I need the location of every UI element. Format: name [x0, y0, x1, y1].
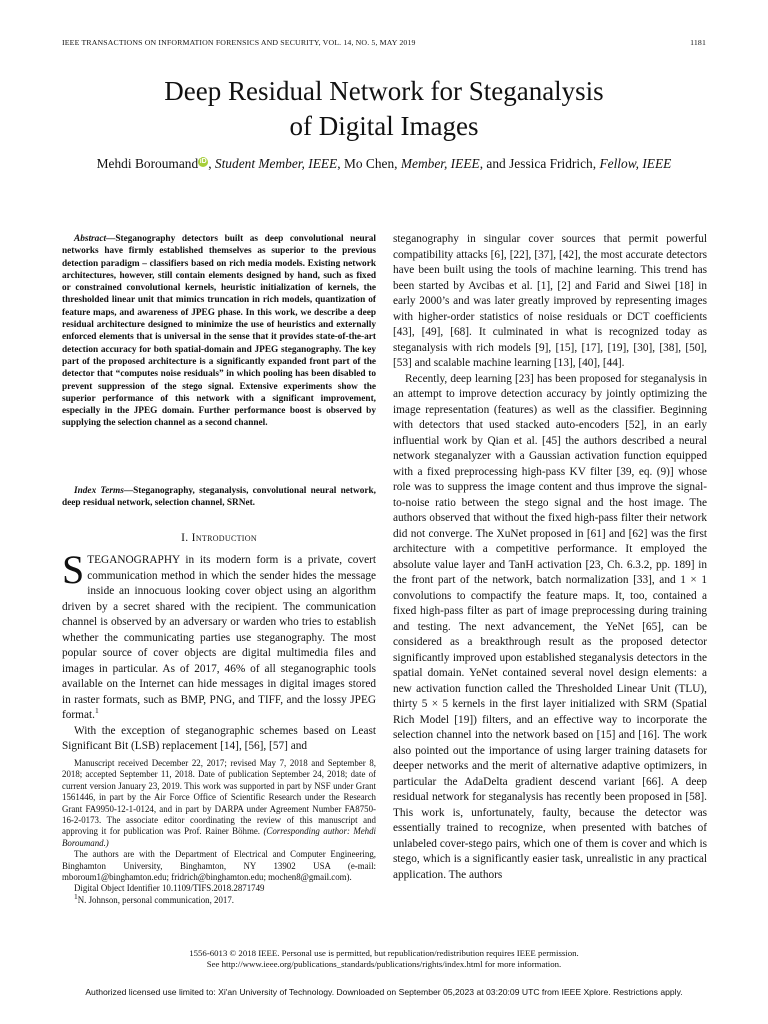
author-role: Fellow, IEEE: [599, 156, 672, 171]
page-number: 1181: [690, 38, 706, 47]
copyright-notice: [62, 948, 706, 970]
author-role: Student Member, IEEE: [214, 156, 338, 171]
introduction-text: [62, 547, 376, 755]
author-role: Member, IEEE: [400, 156, 480, 171]
footnote-1: [62, 891, 376, 906]
index-terms-text: Steganography, steganalysis, convolutional neural network, deep residual network, selection channel, SRNet.: [62, 486, 376, 509]
paper-title: [60, 74, 708, 144]
section-number: I.: [181, 531, 192, 544]
manuscript-note: [62, 758, 376, 849]
running-header: [62, 38, 706, 50]
intro-paragraph-1: [62, 547, 376, 724]
title-line-1: Deep Residual Network for Steganalysis: [164, 76, 604, 106]
doi[interactable]: Digital Object Identifier 10.1109/TIFS.2018.2871749: [74, 883, 265, 894]
right-column-text: [393, 232, 707, 940]
author-name: Mo Chen: [343, 156, 395, 171]
index-terms: Index Terms—Steganography, steganalysis, convolutional neural network, deep residual network, selection channel, SRNet.: [62, 486, 376, 509]
index-terms-label: Index Terms: [74, 486, 124, 496]
license-notice: Authorized licensed use limited to: Xi'an University of Technology. Downloaded on September 05,2023 at 03:20:09 UTC from IEEE Xplore. Restrictions apply.: [85, 987, 683, 997]
author-separator: ,: [208, 156, 215, 171]
footnote-mark[interactable]: 1: [94, 706, 99, 716]
right-paragraph-1: steganography in singular cover sources that permit powerful compatibility attacks [6], [22], [37], [42], the most accurate detectors have been built using the tools of machine learning. This trend has been started by Avcibas et al. [1], [2] and Farid and Siwei [18] in early 2000’s and was later greatly improved by representing images with higher-order statistics of noise residuals or DCT coefficients [43], [49], [68]. It culminated in what is recognized today as steganalysis with rich models [9], [15], [17], [19], [30], [38], [50], [53] and scalable machine learning [13], [40], [44].: [393, 233, 707, 369]
section-heading: [62, 531, 376, 544]
author-list: [40, 156, 728, 172]
paragraph-text: TEGANOGRAPHY in its modern form is a private, covert communication method in which the sender hides the message inside an innocuous looking cover object using an algorithm driven by a secret shared with the recipient. The communication channel is observed by an adversary or warden who tries to establish whether the communicating parties use steganography. The most popular source of cover objects are digital multimedia files and images in particular. As of 2017, 46% of all steganographic tools available on the Internet can hide messages in digital images stored in raster formats, such as BMP, PNG, and TIFF, and the lossy JPEG format.: [62, 554, 376, 721]
abstract-text: Steganography detectors built as deep convolutional neural networks have firmly established themselves as superior to the previous detection paradigm – classifiers based on rich media models. Existing network architectures, however, still contain elements designed by hand, such as fixed or constrained convolutional kernels, heuristic initialization of kernels, the thresholded linear unit that mimics truncation in rich models, quantization of feature maps, and awareness of JPEG phase. In this work, we describe a deep residual architecture designed to minimize the use of heuristics and externally enforced elements that is universal in the sense that it provides state-of-the-art detection accuracy for both spatial-domain and JPEG steganography. The key part of the proposed architecture is a significantly expanded front part of the detector that “computes noise residuals” in which pooling has been disabled to prevent suppression of the stego signal. Extensive experiments show the superior performance of this network with a significant improvement, especially in the JPEG domain. Further performance boost is observed by supplying the selection channel as a second channel.: [62, 234, 376, 429]
section-title: Introduction: [191, 531, 257, 544]
abstract: Abstract—Steganography detectors built as deep convolutional neural networks have firmly established themselves as superior to the previous detection paradigm – classifiers based on rich media models. Existing network architectures, however, still contain elements designed by hand, such as fixed or constrained convolutional kernels, heuristic initialization of kernels, the thresholded linear unit that mimics truncation in rich models, quantization of feature maps, and awareness of JPEG phase. In this work, we describe a deep residual architecture designed to minimize the use of heuristics and externally enforced elements that is universal in the sense that it provides state-of-the-art detection accuracy for both spatial-domain and JPEG steganography. The key part of the proposed architecture is a significantly expanded front part of the detector that “computes noise residuals” in which pooling has been disabled to prevent suppression of the stego signal. Extensive experiments show the superior performance of this network with a significant improvement, especially in the JPEG domain. Further performance boost is observed by supplying the selection channel as a second channel.: [62, 234, 376, 429]
title-line-2: of Digital Images: [289, 111, 479, 141]
affiliation-note: The authors are with the Department of Electrical and Computer Engineering, Binghamton University, Binghamton, NY 13902 USA (e-mail: mboroum1@binghamton.edu; fridrich@binghamton.edu; mochen8@gmail.com).: [62, 849, 376, 883]
author-separator: ,: [394, 156, 401, 171]
orcid-icon[interactable]: iD: [199, 157, 207, 165]
author-name: Jessica Fridrich: [509, 156, 593, 171]
journal-header: IEEE TRANSACTIONS ON INFORMATION FORENSICS AND SECURITY, VOL. 14, NO. 5, MAY 2019: [62, 38, 416, 47]
drop-cap: S: [62, 547, 85, 592]
manuscript-text: Manuscript received December 22, 2017; revised May 7, 2018 and September 8, 2018; accepted September 11, 2018. Date of publication September 24, 2018; date of current version January 23, 2019. This work was supported in part by NSF under Grant 1561446, in part by the Air Force Office of Scientific Research under the Research Grant FA9950-12-1-0124, and in part by DARPA under Agreement Number FA8750-16-2-0173. The associate editor coordinating the review of this manuscript and approving it for publication was Prof. Rainer Böhme.: [62, 758, 376, 837]
author-name: Mehdi Boroumand: [96, 156, 199, 171]
copyright-line-1: 1556-6013 © 2018 IEEE. Personal use is permitted, but republication/redistribution requires IEEE permission.: [189, 948, 579, 958]
corresponding-author: (Corresponding author: Mehdi Boroumand.): [62, 826, 377, 848]
footnote-number: 1: [74, 891, 78, 901]
intro-paragraph-2: With the exception of steganographic schemes based on Least Significant Bit (LSB) replacement [14], [56], [57] and: [62, 724, 376, 752]
author-separator: , and: [479, 156, 510, 171]
author-separator: ,: [592, 156, 600, 171]
author-separator: ,: [337, 156, 344, 171]
footnote-text: N. Johnson, personal communication, 2017.: [77, 894, 235, 905]
footnotes: [62, 758, 376, 906]
right-paragraph-2: Recently, deep learning [23] has been proposed for steganalysis in an attempt to improve detection accuracy by jointly optimizing the image representation (features) as well as the classifier. Beginning with detectors that used stacked auto-encoders [52], in an early influential work by Qian et al. [45] the authors described a neural network steganalyzer with a Gaussian activation function equipped with a fixed preprocessing high-pass KV filter [39, eq. (9)] whose role was to suppress the image content and thus improve the signal-to-noise ratio between the stego signal and the host image. The authors observed that without the fixed high-pass filter their network did not converge. The XuNet proposed in [61] and [62] was the first architecture with a competitive performance. It employed the absolute value layer and TanH activation [23, Ch. 6.3.2, pp. 189] in the front part of the network, batch normalization [33], and 1 × 1 convolutions to compactify the feature maps. It, too, contained a fixed high-pass filter as part of image preprocessing during training and testing. The next advancement, the YeNet [65], can be considered as a breakthrough result as the proposed detector significantly improved upon established steganalysis detectors in the spatial domain. YeNet contained several novel design elements: a new activation function called the Thresholded Linear Unit (TLU), thirty 5 × 5 kernels in the first layer initialized with SRM (Spatial Rich Model [19]) filters, and an effective way to incorporate the selection channel into the network based on [15] and [16]. The work also pointed out the importance of using larger training datasets for deeper networks and the merit of alternative adaptive optimizers, in particular the AdaDelta gradient descend variant [66]. A deep residual network for steganalysis has recently been proposed in [58]. This work is, unfortunately, faulty, because the detector was essentially trained to recognize, when presented with batches of unlabeled cover-stego pairs, which one of them is cover and which is stego, which is a significantly easier task, unrealistic in any practical application. The authors: [393, 372, 707, 881]
abstract-label: Abstract: [74, 234, 107, 244]
copyright-line-2[interactable]: See http://www.ieee.org/publications_standards/publications/rights/index.html for more information.: [206, 959, 562, 970]
